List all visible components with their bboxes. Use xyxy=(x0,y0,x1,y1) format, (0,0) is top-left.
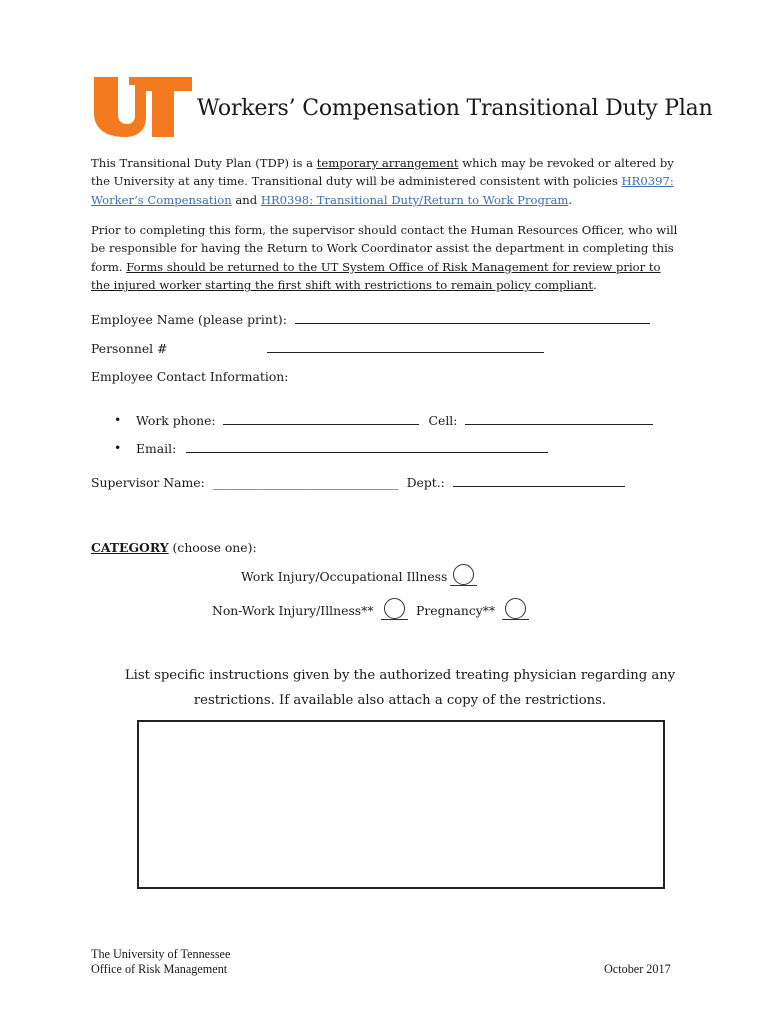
page-title: Workers’ Compensation Transitional Duty Plan xyxy=(197,96,713,121)
option-label: Non-Work Injury/Illness** xyxy=(212,603,374,618)
footer-date: October 2017 xyxy=(604,962,671,976)
option-pregnancy xyxy=(416,598,526,619)
footer-organization xyxy=(91,947,230,977)
dept-field[interactable] xyxy=(453,474,625,487)
contact-info-label: Employee Contact Information: xyxy=(91,369,289,384)
intro-paragraph: This Transitional Duty Plan (TDP) is a temporary arrangement which may be revoked or altered by the University at any time. Transitional duty will be administered consistent with policies HR0397: Worker’s Compensation and HR0398: Transitional Duty/Return to Work Program. xyxy=(91,156,674,207)
work-phone-field[interactable] xyxy=(223,412,419,425)
cell-label: Cell: xyxy=(428,413,458,428)
work-phone-row xyxy=(136,412,653,428)
dept-label: Dept.: xyxy=(406,475,445,490)
supervisor-name-field[interactable]: ______________________________ xyxy=(212,475,399,490)
bullet: • xyxy=(114,440,122,455)
personnel-row xyxy=(91,340,544,356)
cell-field[interactable] xyxy=(465,412,653,425)
category-heading xyxy=(91,540,257,555)
physician-instructions-prompt: List specific instructions given by the authorized treating physician regarding any restrictions. If available also attach a copy of the restrictions. xyxy=(124,668,676,708)
non-work-injury-radio[interactable] xyxy=(384,598,405,619)
return-forms-notice: Forms should be returned to the UT System Office of Risk Management for review prior to the injured worker starting the first shift with restrictions to remain policy compliant xyxy=(91,259,661,293)
bullet: • xyxy=(114,412,122,427)
category-title: CATEGORY xyxy=(91,540,169,555)
footer-office: Office of Risk Management xyxy=(91,962,228,976)
restrictions-text-box[interactable] xyxy=(137,720,665,889)
option-non-work-injury xyxy=(212,598,405,619)
option-label: Pregnancy** xyxy=(416,603,496,618)
employee-name-label: Employee Name (please print): xyxy=(91,312,287,327)
option-work-injury xyxy=(241,564,474,585)
supervisor-label: Supervisor Name: xyxy=(91,475,205,490)
email-label: Email: xyxy=(136,441,177,456)
instructions-paragraph: Prior to completing this form, the supervisor should contact the Human Resources Officer, who will be responsible for having the Return to Work Coordinator assist the department in completing this form. Forms should be returned to the UT System Office of Risk Management for review prior to the injured worker starting the first shift with restrictions to remain policy compliant. xyxy=(91,223,678,293)
footer-university: The University of Tennessee xyxy=(91,947,231,961)
work-phone-label: Work phone: xyxy=(136,413,216,428)
option-label: Work Injury/Occupational Illness xyxy=(241,569,448,584)
supervisor-row xyxy=(91,474,625,490)
temporary-arrangement-text: temporary arrangement xyxy=(316,156,459,170)
employee-name-row xyxy=(91,311,650,327)
hr0398-link[interactable]: HR0398: Transitional Duty/Return to Work Program xyxy=(260,192,569,207)
email-field[interactable] xyxy=(186,440,548,453)
category-hint: (choose one): xyxy=(168,540,257,555)
email-row xyxy=(136,440,548,456)
pregnancy-radio[interactable] xyxy=(505,598,526,619)
personnel-label: Personnel # xyxy=(91,341,168,356)
ut-logo-icon xyxy=(94,77,192,137)
work-injury-radio[interactable] xyxy=(453,564,474,585)
hr0397-link[interactable]: HR0397: Worker’s Compensation xyxy=(91,174,674,207)
personnel-number-field[interactable] xyxy=(267,340,544,353)
employee-name-field[interactable] xyxy=(295,311,650,324)
